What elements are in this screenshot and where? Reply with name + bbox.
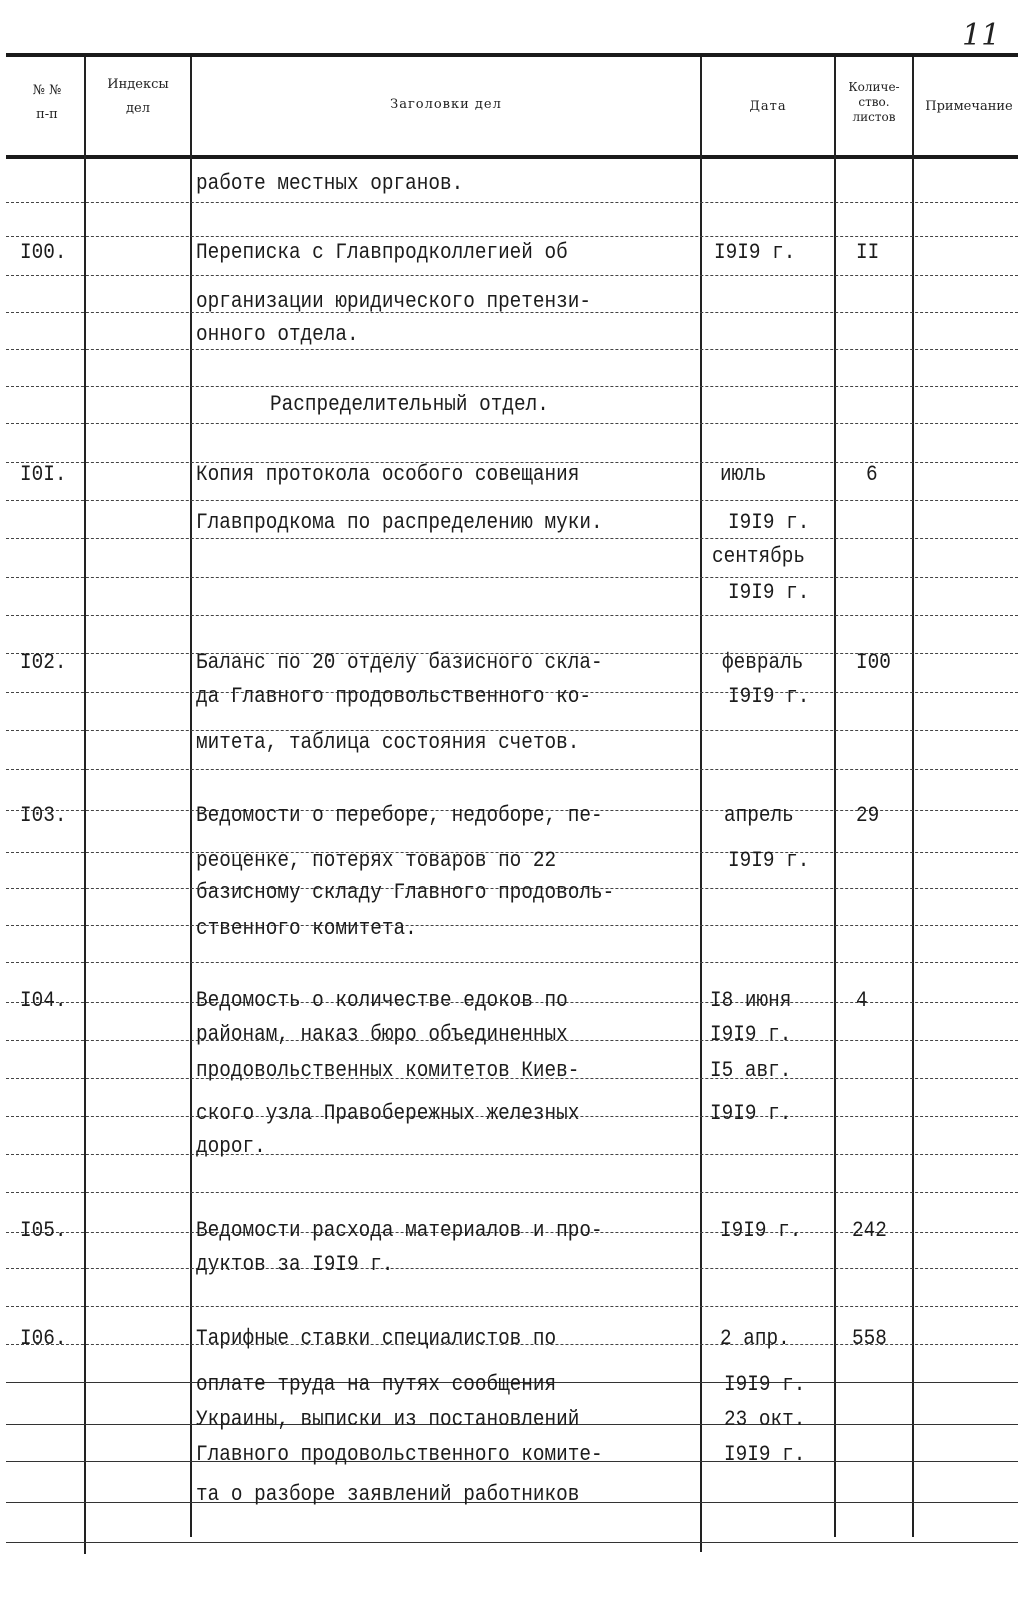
- entry-title-line: Главного продовольственного комите-: [196, 1442, 603, 1467]
- entry-title-line: дорог.: [196, 1134, 266, 1159]
- entry-date: 2 апр.: [720, 1326, 790, 1351]
- entry-sheets: 29: [856, 803, 880, 828]
- row-rule: [6, 615, 1018, 617]
- entry-date: I8 июня: [710, 988, 792, 1013]
- row-rule: [6, 925, 1018, 927]
- entry-date: I9I9 г.: [724, 1372, 806, 1397]
- row-rule: [6, 386, 1018, 388]
- entry-date: I9I9 г.: [728, 580, 810, 605]
- row-rule: [6, 423, 1018, 425]
- header-top-rule: [6, 53, 1018, 57]
- entry-number: I00.: [20, 240, 67, 265]
- entry-date: I5 авг.: [710, 1058, 792, 1083]
- header-bottom-rule: [6, 155, 1018, 159]
- entry-date: I9I9 г.: [710, 1101, 792, 1126]
- header-index: Индексы дел: [107, 77, 169, 116]
- entry-number: I03.: [20, 803, 67, 828]
- entry-title-line: ственного комитета.: [196, 916, 417, 941]
- row-rule: [6, 1542, 1018, 1544]
- entry-number: I02.: [20, 650, 67, 675]
- entry-date: I9I9 г.: [728, 848, 810, 873]
- entry-sheets: 242: [852, 1218, 887, 1243]
- entry-title-line: Ведомости расхода материалов и про-: [196, 1218, 603, 1243]
- entry-title-line: Копия протокола особого совещания: [196, 462, 580, 487]
- header-note: Примечание: [925, 99, 1013, 114]
- entry-sheets: II: [856, 240, 880, 265]
- header-num: № № п-п: [32, 83, 62, 122]
- entry-title-line: онного отдела.: [196, 322, 359, 347]
- row-rule: [6, 202, 1018, 204]
- entry-title-line: Ведомость о количестве едоков по: [196, 988, 568, 1013]
- entry-date: сентябрь: [712, 544, 805, 569]
- entry-title-line: дуктов за I9I9 г.: [196, 1252, 394, 1277]
- row-rule: [6, 769, 1018, 771]
- entry-title-line: реоценке, потерях товаров по 22: [196, 848, 557, 873]
- column-divider: [700, 57, 702, 1552]
- entry-title-line: работе местных органов.: [196, 171, 464, 196]
- entry-sheets: 4: [856, 988, 868, 1013]
- entry-title-line: та о разборе заявлений работников: [196, 1482, 580, 1507]
- folio-number: 11: [962, 18, 1001, 53]
- row-rule: [6, 500, 1018, 502]
- entry-date: I9I9 г.: [728, 510, 810, 535]
- entry-title-line: оплате труда на путях сообщения: [196, 1372, 557, 1397]
- row-rule: [6, 236, 1018, 238]
- header-date: Дата: [749, 99, 787, 114]
- entry-title-line: Переписка с Главпродколлегией об: [196, 240, 568, 265]
- entry-sheets: 6: [866, 462, 878, 487]
- entry-number: I05.: [20, 1218, 67, 1243]
- row-rule: [6, 538, 1018, 540]
- entry-title-line: Украины, выписки из постановлений: [196, 1407, 580, 1432]
- entry-date: апрель: [724, 803, 794, 828]
- entry-title-line: продовольственных комитетов Киев-: [196, 1058, 580, 1083]
- entry-sheets: I00: [856, 650, 891, 675]
- column-divider: [190, 57, 192, 1537]
- row-rule: [6, 577, 1018, 579]
- entry-title-line: митета, таблица состояния счетов.: [196, 730, 580, 755]
- row-rule: [6, 1306, 1018, 1308]
- row-rule: [6, 962, 1018, 964]
- entry-date: июль: [720, 462, 767, 487]
- row-rule: [6, 275, 1018, 277]
- entry-title-line: Тарифные ставки специалистов по: [196, 1326, 557, 1351]
- row-rule: [6, 1192, 1018, 1194]
- entry-date: I9I9 г.: [710, 1022, 792, 1047]
- column-divider: [834, 57, 836, 1537]
- row-rule: [6, 1154, 1018, 1156]
- row-rule: [6, 349, 1018, 351]
- header-title: Заголовки дел: [390, 97, 502, 112]
- section-heading: Распределительный отдел.: [270, 392, 549, 417]
- entry-date: февраль: [722, 650, 804, 675]
- entry-sheets: 558: [852, 1326, 887, 1351]
- entry-number: I06.: [20, 1326, 67, 1351]
- entry-title-line: Баланс по 20 отделу базисного скла-: [196, 650, 603, 675]
- entry-title-line: базисному складу Главного продоволь-: [196, 880, 615, 905]
- entry-number: I0I.: [20, 462, 67, 487]
- entry-date: I9I9 г.: [714, 240, 796, 265]
- entry-date: I9I9 г.: [720, 1218, 802, 1243]
- entry-date: I9I9 г.: [728, 684, 810, 709]
- entry-date: 23 окт.: [724, 1407, 806, 1432]
- entry-number: I04.: [20, 988, 67, 1013]
- entry-title-line: Главпродкома по распределению муки.: [196, 510, 603, 535]
- column-divider: [84, 57, 86, 1554]
- entry-date: I9I9 г.: [724, 1442, 806, 1467]
- row-rule: [6, 1268, 1018, 1270]
- entry-title-line: Ведомости о переборе, недоборе, пе-: [196, 803, 603, 828]
- entry-title-line: ского узла Правобережных железных: [196, 1101, 580, 1126]
- entry-title-line: районам, наказ бюро объединенных: [196, 1022, 568, 1047]
- entry-title-line: организации юридического претензи-: [196, 289, 592, 314]
- column-divider: [912, 57, 914, 1537]
- header-sheets: Количе- ство. листов: [848, 80, 900, 124]
- entry-title-line: да Главного продовольственного ко-: [196, 684, 592, 709]
